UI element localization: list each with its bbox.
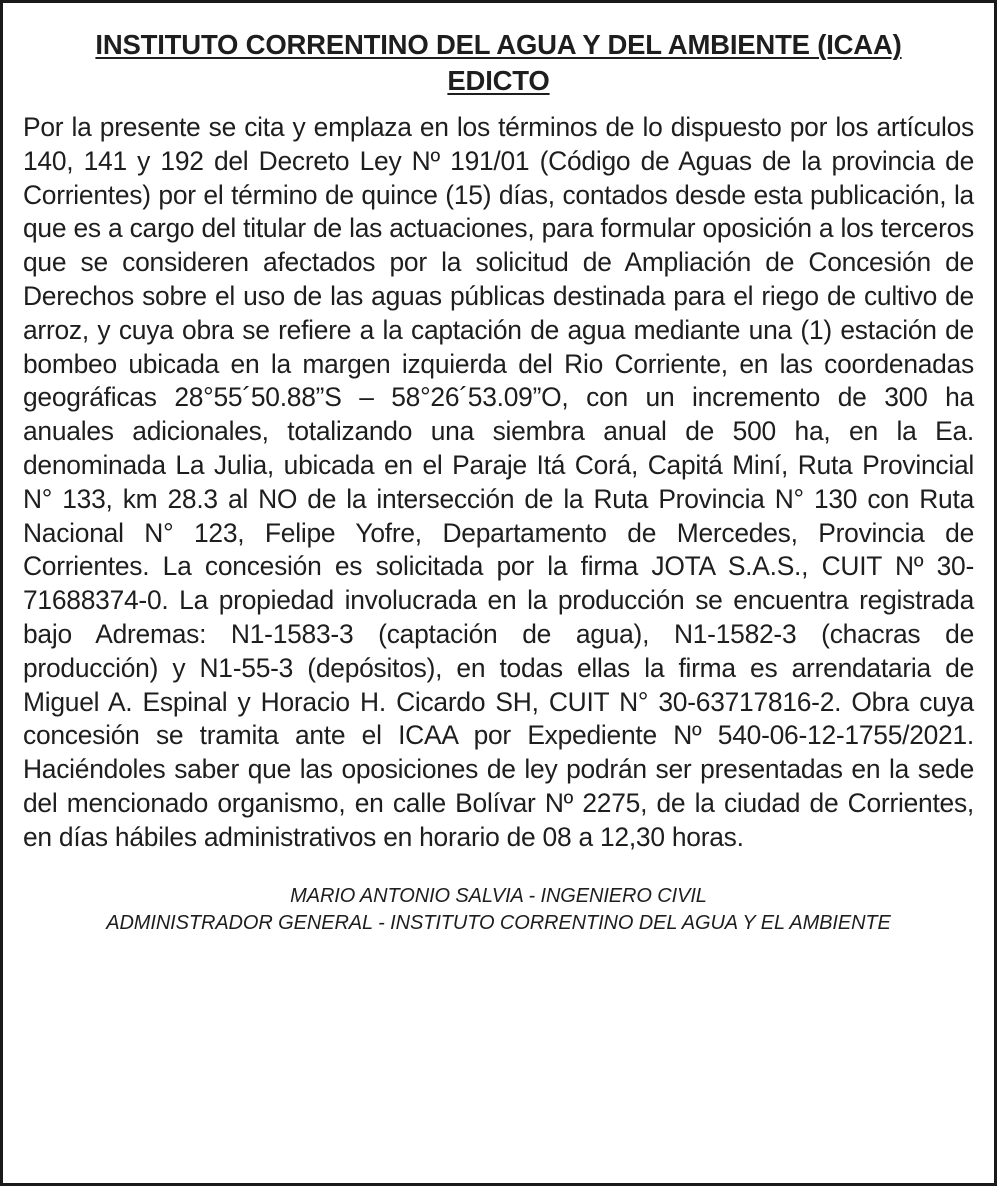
- institution-title: [23, 27, 974, 63]
- signatory-title: ADMINISTRADOR GENERAL - INSTITUTO CORRENTINO DEL AGUA Y EL AMBIENTE: [106, 911, 891, 934]
- signatory-name: MARIO ANTONIO SALVIA - INGENIERO CIVIL: [290, 884, 707, 907]
- institution-title-text: INSTITUTO CORRENTINO DEL AGUA Y DEL AMBIENTE (ICAA): [95, 29, 902, 60]
- edict-body-paragraph: Por la presente se cita y emplaza en los términos de lo dispuesto por los artículos 140, 141 y 192 del Decreto Ley Nº 191/01 (Código de Aguas de la provincia de Corrientes) por el término de quince (15) días, contados desde esta publicación, la que es a cargo del titular de las actuaciones, para formular oposición a los terceros que se consideren afectados por la solicitud de Ampliación de Concesión de Derechos sobre el uso de las aguas públicas destinada para el riego de cultivo de arroz, y cuya obra se refiere a la captación de agua mediante una (1) estación de bombeo ubicada en la margen izquierda del Rio Corriente, en las coordenadas geográficas 28°55´50.88”S – 58°26´53.09”O, con un incremento de 300 ha anuales adicionales, totalizando una siembra anual de 500 ha, en la Ea. denominada La Julia, ubicada en el Paraje Itá Corá, Capitá Miní, Ruta Provincial N° 133, km 28.3 al NO de la intersección de la Ruta Provincia N° 130 con Ruta Nacional N° 123, Felipe Yofre, Departamento de Mercedes, Provincia de Corrientes. La concesión es solicitada por la firma JOTA S.A.S., CUIT Nº 30-71688374-0. La propiedad involucrada en la producción se encuentra registrada bajo Adremas: N1-1583-3 (captación de agua), N1-1582-3 (chacras de producción) y N1-55-3 (depósitos), en todas ellas la firma es arrendataria de Miguel A. Espinal y Horacio H. Cicardo SH, CUIT N° 30-63717816-2. Obra cuya concesión se tramita ante el ICAA por Expediente Nº 540-06-12-1755/2021. Haciéndoles saber que las oposiciones de ley podrán ser presentadas en la sede del mencionado organismo, en calle Bolívar Nº 2275, de la ciudad de Corrientes, en días hábiles administrativos en horario de 08 a 12,30 horas.: [23, 112, 974, 852]
- document-type-text: EDICTO: [447, 65, 550, 96]
- document-type-title: [23, 63, 974, 99]
- signature-block: [23, 883, 974, 937]
